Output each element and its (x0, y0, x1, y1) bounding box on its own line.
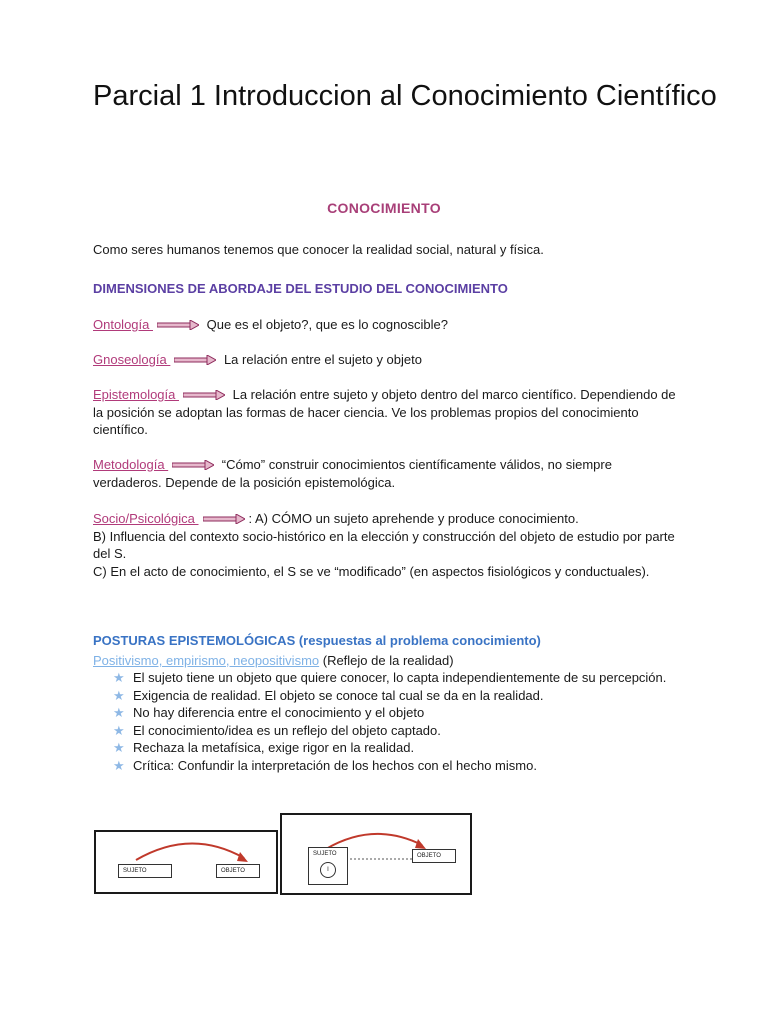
arrow-right-icon (157, 320, 199, 330)
star-bullet-icon: ★ (113, 670, 125, 685)
dimension-sociopsicologica-b: B) Influencia del contexto socio-histórico en la elección y construcción del objeto de estudio por parte del S. (93, 528, 675, 561)
term-ontologia[interactable]: Ontología (93, 317, 153, 332)
list-item: ★ Exigencia de realidad. El objeto se conoce tal cual se da en la realidad. (113, 687, 544, 703)
postura-positivismo-text: (Reflejo de la realidad) (319, 653, 454, 668)
star-bullet-icon: ★ (113, 722, 125, 738)
term-epistemologia[interactable]: Epistemología (93, 387, 179, 402)
star-bullet-icon: ★ (113, 757, 125, 773)
dimension-epistemologia-text: La relación entre sujeto y objeto dentro del marco científico. Dependiendo de la posición se adoptan las formas de hacer ciencia. Ve los problemas propios del conocimiento científico. (93, 387, 676, 437)
dimension-epistemologia (93, 386, 683, 439)
dimension-metodologia (93, 456, 683, 491)
term-sociopsicologica[interactable]: Socio/Psicológica (93, 511, 199, 526)
dimension-sociopsicologica (93, 510, 683, 580)
section-heading-posturas: POSTURAS EPISTEMOLÓGICAS (respuestas al problema conocimiento) (93, 633, 541, 648)
dimension-sociopsicologica-text: : A) CÓMO un sujeto aprehende y produce conocimiento. (248, 511, 579, 526)
dimension-ontologia (93, 316, 683, 334)
list-item: ★ Crítica: Confundir la interpretación de los hechos con el hecho mismo. (113, 757, 537, 773)
star-bullet-icon: ★ (113, 740, 125, 755)
diagram-objeto-box: OBJETO (412, 849, 456, 863)
arrow-right-icon (203, 514, 245, 524)
star-bullet-icon: ★ (113, 687, 125, 703)
list-item: ★ El sujeto tiene un objeto que quiere conocer, lo capta independientemente de su percepción. (113, 670, 667, 685)
diagram-sujeto-objeto-reflejo (280, 813, 472, 895)
arrow-right-icon (183, 390, 225, 400)
term-metodologia[interactable]: Metodología (93, 457, 169, 472)
dimension-gnoseologia-text: La relación entre el sujeto y objeto (220, 352, 422, 367)
diagram-objeto-box: OBJETO (216, 864, 260, 878)
dimension-ontologia-text: Que es el objeto?, que es lo cognoscible? (203, 317, 449, 332)
dimension-sociopsicologica-c: C) En el acto de conocimiento, el S se ve “modificado” (en aspectos fisiológicos y conductuales). (93, 563, 650, 579)
curved-arrow-icon (96, 832, 276, 892)
diagram-sujeto-box: SUJETO (118, 864, 172, 878)
diagram-sujeto-box: SUJETO I (308, 847, 348, 885)
diagram-sujeto-objeto (94, 830, 278, 894)
diagram-idea-circle: I (320, 862, 336, 878)
term-gnoseologia[interactable]: Gnoseología (93, 352, 171, 367)
list-item: ★ No hay diferencia entre el conocimiento y el objeto (113, 705, 425, 720)
section-heading-dimensiones: DIMENSIONES DE ABORDAJE DEL ESTUDIO DEL CONOCIMIENTO (93, 281, 508, 296)
dimension-gnoseologia (93, 351, 683, 369)
arrow-right-icon (172, 460, 214, 470)
page-title: Parcial 1 Introduccion al Conocimiento Científico (93, 80, 717, 112)
star-bullet-icon: ★ (113, 705, 125, 720)
intro-paragraph: Como seres humanos tenemos que conocer la realidad social, natural y física. (93, 242, 544, 257)
term-positivismo[interactable]: Positivismo, empirismo, neopositivismo (93, 653, 320, 668)
arrow-right-icon (174, 355, 216, 365)
positivismo-bullet-list (113, 669, 673, 774)
postura-positivismo (93, 652, 683, 670)
list-item: ★ El conocimiento/idea es un reflejo del objeto captado. (113, 722, 441, 738)
list-item: ★ Rechaza la metafísica, exige rigor en la realidad. (113, 740, 415, 755)
dimension-metodologia-text: “Cómo” construir conocimientos científicamente válidos, no siempre verdaderos. Depende de la posición epistemológica. (93, 457, 612, 490)
section-heading-conocimiento: CONOCIMIENTO (327, 200, 441, 216)
